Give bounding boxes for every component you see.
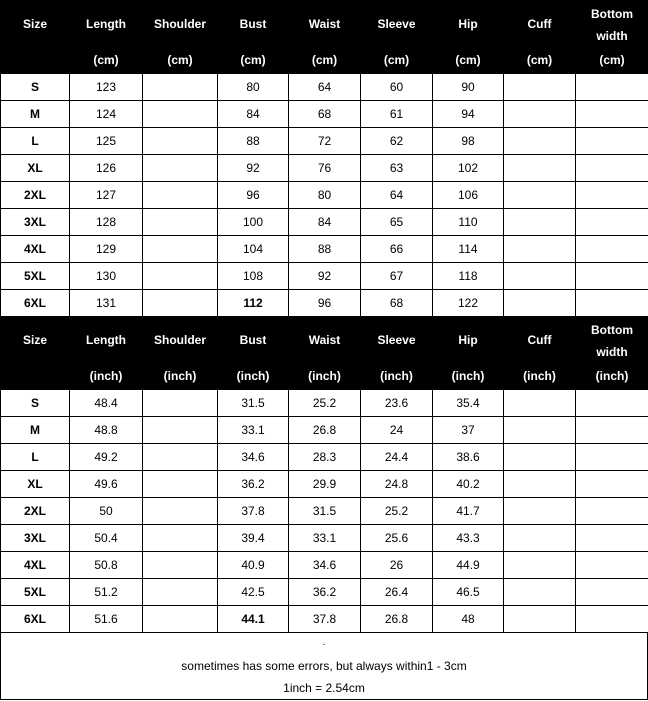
measurement-cell <box>143 417 218 444</box>
measurement-cell: 28.3 <box>289 444 361 471</box>
header-cell <box>289 317 361 390</box>
header-cell <box>218 1 289 74</box>
measurement-cell: 29.9 <box>289 471 361 498</box>
header-label-line1: Bottom <box>591 323 633 337</box>
measurement-cell <box>576 498 648 525</box>
measurement-cell: 108 <box>218 263 289 290</box>
header-cell <box>289 1 361 74</box>
measurement-cell: 62 <box>361 128 433 155</box>
measurement-cell <box>576 101 648 128</box>
header-label: Cuff <box>527 333 552 347</box>
measurement-cell <box>504 606 576 633</box>
header-cell <box>361 1 433 74</box>
measurement-cell: 90 <box>433 74 504 101</box>
measurement-cell: 114 <box>433 236 504 263</box>
header-unit: (cm) <box>167 53 193 67</box>
size-cell: 6XL <box>1 290 70 317</box>
measurement-cell: 110 <box>433 209 504 236</box>
measurement-cell: 60 <box>361 74 433 101</box>
measurement-cell: 50.8 <box>70 552 143 579</box>
header-unit: (inch) <box>163 369 197 383</box>
header-cell <box>70 1 143 74</box>
measurement-cell <box>143 290 218 317</box>
header-cell <box>433 1 504 74</box>
measurement-cell: 25.6 <box>361 525 433 552</box>
measurement-cell: 33.1 <box>218 417 289 444</box>
header-row <box>1 317 648 390</box>
notes-box <box>0 632 648 700</box>
measurement-cell: 84 <box>289 209 361 236</box>
header-label-line1: Bottom <box>591 7 633 21</box>
measurement-cell: 64 <box>289 74 361 101</box>
header-label: Waist <box>308 17 341 31</box>
note-error-tolerance: sometimes has some errors, but always within1 - 3cm <box>181 659 467 673</box>
measurement-cell <box>504 498 576 525</box>
measurement-cell <box>143 236 218 263</box>
measurement-cell <box>143 182 218 209</box>
measurement-cell: 131 <box>70 290 143 317</box>
measurement-cell <box>576 74 648 101</box>
header-unit: (inch) <box>380 369 413 383</box>
measurement-cell: 37.8 <box>218 498 289 525</box>
header-unit: (cm) <box>383 53 410 67</box>
header-label: Shoulder <box>153 17 206 31</box>
measurement-cell: 127 <box>70 182 143 209</box>
measurement-cell <box>504 236 576 263</box>
measurement-cell <box>576 471 648 498</box>
measurement-cell: 92 <box>289 263 361 290</box>
measurement-cell <box>504 209 576 236</box>
measurement-cell: 96 <box>218 182 289 209</box>
measurement-cell: 50.4 <box>70 525 143 552</box>
header-label: Size <box>22 333 47 347</box>
measurement-cell <box>143 444 218 471</box>
measurement-cell: 112 <box>218 290 289 317</box>
measurement-cell: 24 <box>361 417 433 444</box>
measurement-cell <box>504 552 576 579</box>
measurement-cell <box>504 471 576 498</box>
measurement-cell: 49.2 <box>70 444 143 471</box>
header-label: Hip <box>458 17 478 31</box>
measurement-cell: 48.4 <box>70 390 143 417</box>
header-label: Sleeve <box>377 17 416 31</box>
measurement-cell: 92 <box>218 155 289 182</box>
measurement-cell: 26.8 <box>289 417 361 444</box>
table-row <box>1 101 648 128</box>
measurement-cell <box>504 74 576 101</box>
measurement-cell: 66 <box>361 236 433 263</box>
table-row <box>1 417 648 444</box>
measurement-cell: 44.1 <box>218 606 289 633</box>
measurement-cell <box>576 525 648 552</box>
measurement-cell: 40.9 <box>218 552 289 579</box>
measurement-cell: 80 <box>218 74 289 101</box>
measurement-cell: 42.5 <box>218 579 289 606</box>
measurement-cell <box>143 552 218 579</box>
header-unit: (cm) <box>240 53 266 67</box>
measurement-cell: 68 <box>289 101 361 128</box>
size-cell: L <box>1 444 70 471</box>
measurement-cell: 25.2 <box>361 498 433 525</box>
measurement-cell: 34.6 <box>289 552 361 579</box>
measurement-cell <box>504 128 576 155</box>
header-cell <box>218 317 289 390</box>
header-unit: (inch) <box>523 369 556 383</box>
size-cell: M <box>1 101 70 128</box>
measurement-cell: 122 <box>433 290 504 317</box>
measurement-cell: 26 <box>361 552 433 579</box>
measurement-cell <box>576 155 648 182</box>
measurement-cell: 50 <box>70 498 143 525</box>
header-label: Cuff <box>527 17 552 31</box>
measurement-cell: 128 <box>70 209 143 236</box>
table-row <box>1 209 648 236</box>
measurement-cell <box>143 74 218 101</box>
measurement-cell: 34.6 <box>218 444 289 471</box>
measurement-cell: 46.5 <box>433 579 504 606</box>
header-label: Bust <box>239 333 267 347</box>
measurement-cell: 51.6 <box>70 606 143 633</box>
measurement-cell: 24.4 <box>361 444 433 471</box>
header-cell <box>143 317 218 390</box>
table-row <box>1 390 648 417</box>
header-label: Shoulder <box>153 333 206 347</box>
header-cell <box>1 1 70 74</box>
header-label: Hip <box>458 333 478 347</box>
measurement-cell: 31.5 <box>289 498 361 525</box>
header-label: Length <box>86 333 126 347</box>
size-cell: 2XL <box>1 498 70 525</box>
table-row <box>1 444 648 471</box>
measurement-cell: 48.8 <box>70 417 143 444</box>
size-cell: XL <box>1 155 70 182</box>
measurement-cell: 106 <box>433 182 504 209</box>
header-unit: (inch) <box>308 369 341 383</box>
size-cell: 6XL <box>1 606 70 633</box>
table-row <box>1 263 648 290</box>
table-row <box>1 525 648 552</box>
measurement-cell: 64 <box>361 182 433 209</box>
note-unit-conversion: 1inch = 2.54cm <box>283 681 365 695</box>
measurement-cell: 26.8 <box>361 606 433 633</box>
measurement-cell: 84 <box>218 101 289 128</box>
measurement-cell <box>504 101 576 128</box>
measurement-cell: 125 <box>70 128 143 155</box>
measurement-cell: 26.4 <box>361 579 433 606</box>
header-label: Bust <box>239 17 267 31</box>
measurement-cell: 25.2 <box>289 390 361 417</box>
header-label: Waist <box>308 333 341 347</box>
measurement-cell <box>143 263 218 290</box>
size-cell: 4XL <box>1 552 70 579</box>
measurement-cell: 80 <box>289 182 361 209</box>
measurement-cell <box>143 606 218 633</box>
size-table-inch <box>0 316 648 633</box>
header-unit: (cm) <box>599 53 625 67</box>
measurement-cell <box>504 263 576 290</box>
measurement-cell: 118 <box>433 263 504 290</box>
measurement-cell: 88 <box>289 236 361 263</box>
table-row <box>1 128 648 155</box>
measurement-cell <box>504 417 576 444</box>
size-cell: S <box>1 390 70 417</box>
header-label: Length <box>86 17 126 31</box>
measurement-cell: 36.2 <box>218 471 289 498</box>
header-unit: (inch) <box>451 369 485 383</box>
header-unit: (cm) <box>311 53 338 67</box>
measurement-cell <box>576 417 648 444</box>
measurement-cell: 40.2 <box>433 471 504 498</box>
measurement-cell <box>576 263 648 290</box>
table-row <box>1 471 648 498</box>
size-cell: 5XL <box>1 263 70 290</box>
measurement-cell: 37.8 <box>289 606 361 633</box>
header-cell <box>433 317 504 390</box>
size-cell: 2XL <box>1 182 70 209</box>
table-row <box>1 498 648 525</box>
measurement-cell <box>576 236 648 263</box>
header-unit: (cm) <box>93 53 119 67</box>
measurement-cell <box>504 290 576 317</box>
measurement-cell <box>143 579 218 606</box>
measurement-cell: 72 <box>289 128 361 155</box>
header-label: Sleeve <box>377 333 416 347</box>
size-cell: 3XL <box>1 525 70 552</box>
measurement-cell: 94 <box>433 101 504 128</box>
measurement-cell: 123 <box>70 74 143 101</box>
measurement-cell <box>143 525 218 552</box>
table-row <box>1 606 648 633</box>
measurement-cell: 88 <box>218 128 289 155</box>
header-cell <box>1 317 70 390</box>
measurement-cell <box>504 155 576 182</box>
measurement-cell <box>504 444 576 471</box>
measurement-cell: 36.2 <box>289 579 361 606</box>
size-cell: 5XL <box>1 579 70 606</box>
measurement-cell <box>143 390 218 417</box>
header-cell <box>361 317 433 390</box>
measurement-cell <box>576 390 648 417</box>
table-row <box>1 182 648 209</box>
measurement-cell <box>576 444 648 471</box>
table-row <box>1 74 648 101</box>
table-row <box>1 236 648 263</box>
measurement-cell: 23.6 <box>361 390 433 417</box>
measurement-cell: 33.1 <box>289 525 361 552</box>
header-unit: (inch) <box>595 369 629 383</box>
size-cell: XL <box>1 471 70 498</box>
measurement-cell <box>576 128 648 155</box>
measurement-cell <box>504 182 576 209</box>
measurement-cell: 51.2 <box>70 579 143 606</box>
size-cell: L <box>1 128 70 155</box>
header-cell <box>576 1 648 74</box>
note-dot: . <box>322 637 326 648</box>
measurement-cell: 126 <box>70 155 143 182</box>
measurement-cell <box>143 101 218 128</box>
measurement-cell: 38.6 <box>433 444 504 471</box>
measurement-cell <box>143 155 218 182</box>
header-label-line2: width <box>596 345 628 359</box>
table-row <box>1 579 648 606</box>
measurement-cell <box>504 525 576 552</box>
measurement-cell: 65 <box>361 209 433 236</box>
measurement-cell: 35.4 <box>433 390 504 417</box>
measurement-cell <box>504 390 576 417</box>
measurement-cell <box>143 209 218 236</box>
measurement-cell: 96 <box>289 290 361 317</box>
header-label: Size <box>22 17 47 31</box>
measurement-cell <box>143 128 218 155</box>
header-unit: (cm) <box>526 53 553 67</box>
measurement-cell: 44.9 <box>433 552 504 579</box>
measurement-cell: 39.4 <box>218 525 289 552</box>
table-row <box>1 290 648 317</box>
measurement-cell: 37 <box>433 417 504 444</box>
measurement-cell: 24.8 <box>361 471 433 498</box>
measurement-cell <box>576 209 648 236</box>
measurement-cell: 124 <box>70 101 143 128</box>
header-cell <box>70 317 143 390</box>
table-row <box>1 155 648 182</box>
measurement-cell: 67 <box>361 263 433 290</box>
header-cell <box>504 1 576 74</box>
measurement-cell: 100 <box>218 209 289 236</box>
measurement-cell <box>576 579 648 606</box>
measurement-cell: 98 <box>433 128 504 155</box>
header-unit: (inch) <box>236 369 270 383</box>
size-cell: 4XL <box>1 236 70 263</box>
header-cell <box>143 1 218 74</box>
header-unit: (inch) <box>89 369 123 383</box>
measurement-cell <box>576 552 648 579</box>
measurement-cell: 31.5 <box>218 390 289 417</box>
size-cell: 3XL <box>1 209 70 236</box>
measurement-cell: 76 <box>289 155 361 182</box>
header-cell <box>504 317 576 390</box>
measurement-cell <box>576 290 648 317</box>
measurement-cell: 102 <box>433 155 504 182</box>
header-row <box>1 1 648 74</box>
measurement-cell: 68 <box>361 290 433 317</box>
size-cell: S <box>1 74 70 101</box>
header-label-line2: width <box>596 29 628 43</box>
size-cell: M <box>1 417 70 444</box>
measurement-cell: 130 <box>70 263 143 290</box>
table-row <box>1 552 648 579</box>
measurement-cell: 48 <box>433 606 504 633</box>
measurement-cell <box>143 498 218 525</box>
measurement-cell <box>576 182 648 209</box>
measurement-cell: 63 <box>361 155 433 182</box>
measurement-cell: 61 <box>361 101 433 128</box>
measurement-cell: 41.7 <box>433 498 504 525</box>
measurement-cell: 43.3 <box>433 525 504 552</box>
header-cell <box>576 317 648 390</box>
measurement-cell: 49.6 <box>70 471 143 498</box>
size-table-cm <box>0 0 648 317</box>
measurement-cell <box>143 471 218 498</box>
header-unit: (cm) <box>455 53 481 67</box>
measurement-cell: 104 <box>218 236 289 263</box>
measurement-cell <box>576 606 648 633</box>
measurement-cell: 129 <box>70 236 143 263</box>
measurement-cell <box>504 579 576 606</box>
